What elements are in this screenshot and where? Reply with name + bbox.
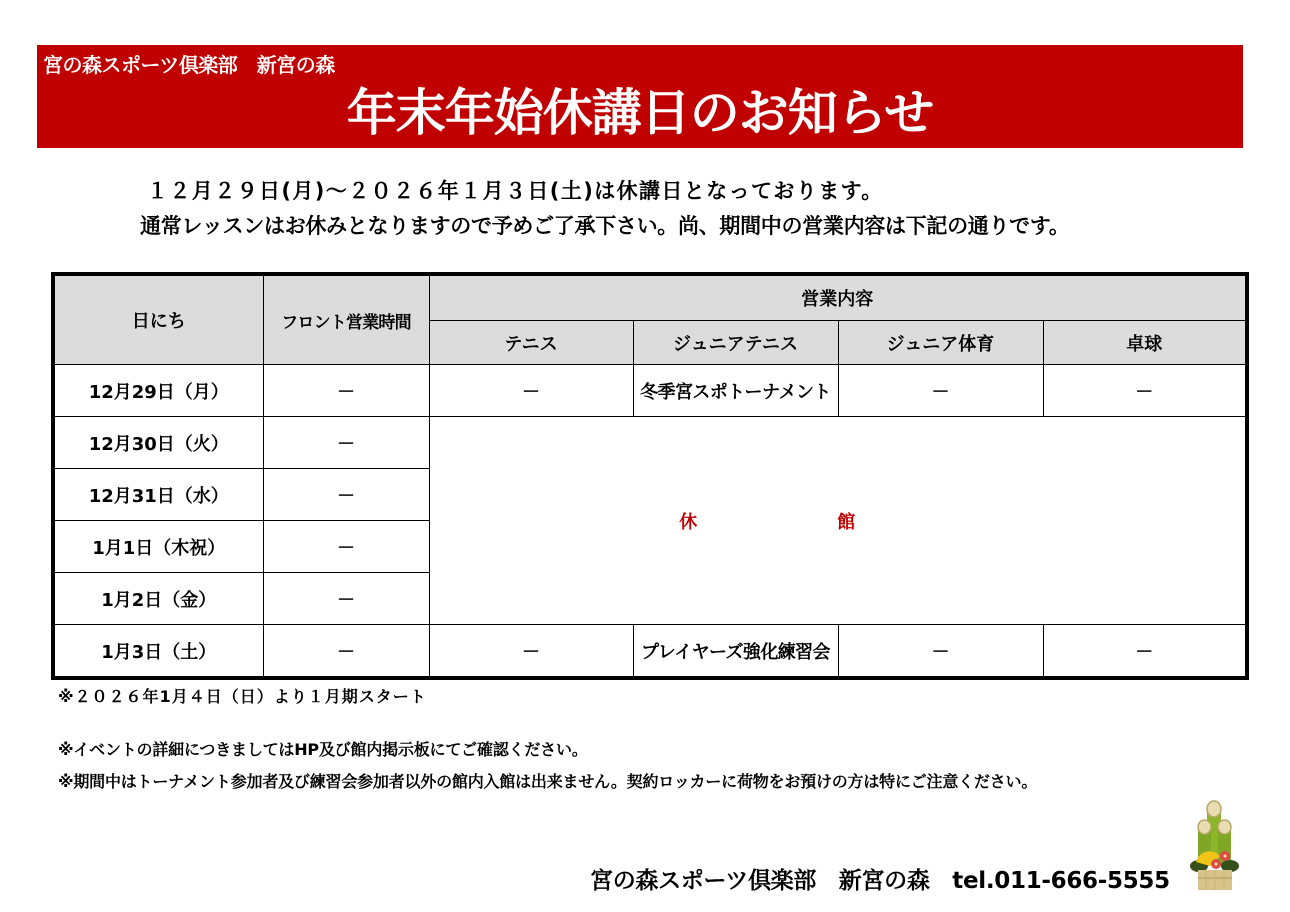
row-front: － — [263, 417, 429, 469]
header-banner — [37, 45, 1243, 148]
table-header-row — [53, 274, 1247, 321]
row-front: － — [263, 625, 429, 679]
table-row — [53, 417, 1247, 469]
page-title: 年末年始休講日のお知らせ — [346, 84, 934, 142]
row-front: － — [263, 521, 429, 573]
header-tennis: テニス — [429, 321, 633, 365]
row-junior-pe: － — [838, 625, 1043, 679]
header-table-tennis: 卓球 — [1043, 321, 1247, 365]
row-junior-pe: － — [838, 365, 1043, 417]
note-event-details: ※イベントの詳細につきましてはHP及び館内掲示板にてご確認ください。 — [58, 740, 588, 759]
intro-line-1: １２月２９日(月)～２０２６年１月３日(土)は休講日となっております。 — [147, 179, 884, 203]
row-date: 12月31日（水） — [53, 469, 263, 521]
row-date: 12月30日（火） — [53, 417, 263, 469]
intro-line-2: 通常レッスンはお休みとなりますので予めご了承下さい。尚、期間中の営業内容は下記の通りです。 — [140, 214, 1070, 238]
row-date: 12月29日（月） — [53, 365, 263, 417]
table-row — [53, 625, 1247, 679]
header-date: 日にち — [53, 274, 263, 365]
row-front: － — [263, 365, 429, 417]
row-tennis: － — [429, 365, 633, 417]
row-date: 1月3日（土） — [53, 625, 263, 679]
row-junior-tennis: 冬季宮スポトーナメント — [633, 365, 838, 417]
schedule-table — [51, 272, 1249, 680]
row-junior-tennis: プレイヤーズ強化練習会 — [633, 625, 838, 679]
table-row — [53, 365, 1247, 417]
header-junior-tennis: ジュニアテニス — [633, 321, 838, 365]
header-business: 営業内容 — [429, 274, 1247, 321]
footer-contact: 宮の森スポーツ倶楽部 新宮の森 tel.011-666-5555 — [590, 868, 1170, 894]
closed-label: 休館 — [429, 417, 1247, 625]
note-start-date: ※２０２６年1月４日（日）より１月期スタート — [58, 687, 427, 706]
row-date: 1月2日（金） — [53, 573, 263, 625]
header-junior-pe: ジュニア体育 — [838, 321, 1043, 365]
organization-name: 宮の森スポーツ倶楽部 新宮の森 — [43, 53, 335, 77]
kadomatsu-icon — [1190, 800, 1240, 892]
row-table-tennis: － — [1043, 365, 1247, 417]
row-date: 1月1日（木祝） — [53, 521, 263, 573]
row-front: － — [263, 573, 429, 625]
header-front-hours: フロント営業時間 — [263, 274, 429, 365]
note-entry-restriction: ※期間中はトーナメント参加者及び練習会参加者以外の館内入館は出来ません。契約ロッカーに荷物をお預けの方は特にご注意ください。 — [58, 772, 1038, 791]
row-tennis: － — [429, 625, 633, 679]
row-table-tennis: － — [1043, 625, 1247, 679]
row-front: － — [263, 469, 429, 521]
